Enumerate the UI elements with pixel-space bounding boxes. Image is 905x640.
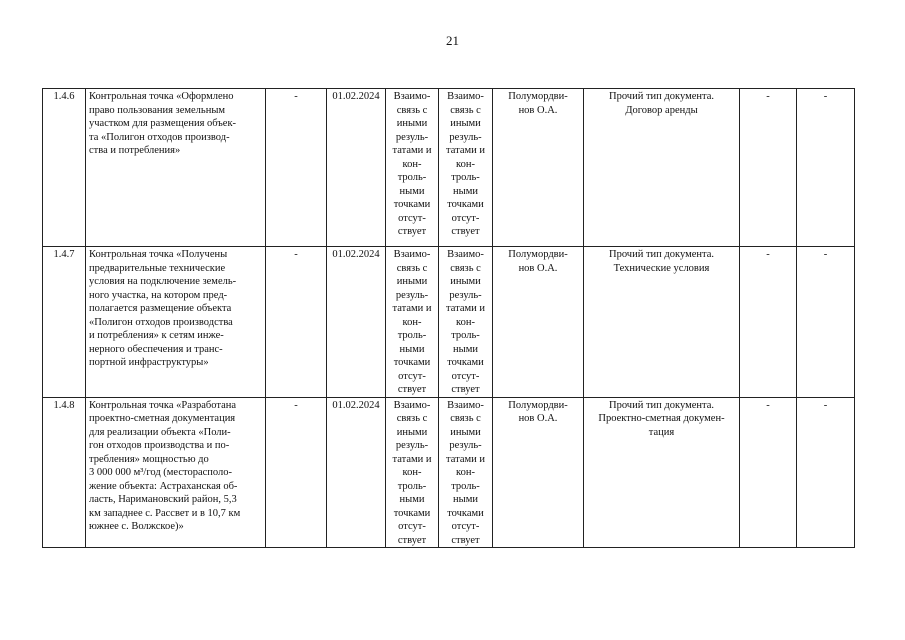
cell-line: связь с	[396, 413, 428, 424]
dash-cell: -	[797, 89, 855, 247]
cell-line: Договор аренды	[625, 104, 698, 116]
cell-line: точками	[393, 199, 431, 210]
cell-line: резуль-	[395, 289, 429, 301]
description-cell	[86, 247, 266, 398]
cell-line: ными	[453, 494, 478, 505]
item-number-cell: 1.4.6	[43, 89, 86, 247]
cell-line: Взаимо-	[447, 249, 484, 260]
cell-line: отсут-	[451, 212, 480, 224]
date-cell: 01.02.2024	[327, 397, 386, 548]
cell-line: троль-	[397, 330, 427, 341]
cell-line: татами и	[392, 145, 432, 156]
cell-line: право пользования земельным	[89, 104, 226, 116]
cell-line: для реализации объекта «Поли-	[89, 426, 231, 438]
cell-line: Взаимо-	[393, 91, 431, 102]
cell-line: Взаимо-	[447, 399, 484, 411]
cell-line: нерного обеспечения и транс-	[89, 343, 223, 355]
dash-cell: -	[797, 247, 855, 398]
cell-line: точками	[447, 357, 484, 368]
relation-cell	[439, 89, 493, 247]
item-number-cell: 1.4.7	[43, 247, 86, 398]
cell-line: гон отходов производства и по-	[89, 440, 230, 451]
cell-line: кон-	[456, 316, 475, 328]
responsible-cell	[493, 397, 584, 548]
cell-line: нов О.А.	[518, 413, 558, 424]
relation-cell	[386, 247, 439, 398]
cell-line: резуль-	[449, 289, 482, 301]
cell-line: предварительные технические	[89, 262, 226, 274]
document-type-cell	[584, 247, 740, 398]
cell-line: 3 000 000 м³/год (месторасполо-	[89, 467, 233, 478]
cell-line: нов О.А.	[518, 104, 558, 116]
dash-cell: -	[740, 397, 797, 548]
document-type-cell	[584, 397, 740, 548]
cell-line: км западнее с. Рассвет и в 10,7 км	[89, 507, 241, 519]
cell-line: Полумордви-	[508, 399, 568, 411]
cell-line: кон-	[456, 467, 475, 478]
cell-line: Взаимо-	[393, 399, 431, 411]
dash-cell: -	[266, 247, 327, 398]
cell-line: связь с	[396, 104, 428, 116]
cell-line: Полумордви-	[508, 91, 568, 102]
cell-line: связь с	[450, 104, 481, 116]
cell-line: ными	[453, 185, 478, 197]
cell-line: точками	[393, 507, 431, 519]
date-cell: 01.02.2024	[327, 89, 386, 247]
dash-cell: -	[266, 89, 327, 247]
cell-line: ными	[399, 494, 425, 505]
cell-line: ствует	[451, 226, 480, 237]
cell-line: точками	[393, 357, 431, 368]
cell-line: отсут-	[398, 212, 426, 224]
cell-line: отсут-	[398, 521, 426, 532]
cell-line: нов О.А.	[518, 262, 558, 274]
cell-line: ства и потребления»	[89, 145, 181, 156]
cell-line: участком для размещения объек-	[89, 118, 237, 129]
dash-cell: -	[740, 89, 797, 247]
cell-line: ного участка, на котором пред-	[89, 289, 228, 301]
table-row	[43, 247, 855, 398]
cell-line: ствует	[451, 384, 480, 395]
cell-line: ными	[453, 343, 478, 355]
cell-line: южнее с. Волжское)»	[89, 521, 184, 532]
cell-line: отсут-	[451, 370, 480, 382]
cell-line: кон-	[402, 158, 422, 170]
cell-line: проектно-сметная документация	[89, 413, 236, 424]
cell-line: татами и	[392, 303, 432, 314]
cell-line: Взаимо-	[393, 249, 431, 260]
cell-line: отсут-	[451, 521, 480, 532]
cell-line: ными	[399, 343, 425, 355]
cell-line: троль-	[397, 172, 427, 183]
control-points-table	[42, 88, 855, 548]
cell-line: иными	[450, 276, 481, 287]
table-row	[43, 397, 855, 548]
cell-line: троль-	[451, 172, 480, 183]
document-type-cell	[584, 89, 740, 247]
cell-line: татами и	[446, 145, 485, 156]
item-number-cell: 1.4.8	[43, 397, 86, 548]
cell-line: Взаимо-	[447, 91, 484, 102]
cell-line: резуль-	[395, 440, 429, 451]
cell-line: связь с	[450, 262, 481, 274]
cell-line: ствует	[451, 534, 480, 546]
cell-line: татами и	[446, 453, 485, 465]
cell-line: полагается размещение объекта	[89, 303, 232, 314]
cell-line: резуль-	[449, 131, 482, 143]
cell-line: жение объекта: Астраханская об-	[89, 480, 238, 492]
cell-line: ными	[399, 185, 425, 197]
cell-line: троль-	[451, 480, 480, 492]
cell-line: троль-	[451, 330, 480, 341]
cell-line: иными	[450, 118, 481, 129]
cell-line: иными	[450, 426, 481, 438]
responsible-cell	[493, 89, 584, 247]
cell-line: связь с	[396, 262, 428, 274]
relation-cell	[386, 397, 439, 548]
dash-cell: -	[740, 247, 797, 398]
cell-line: требления» мощностью до	[89, 453, 209, 465]
cell-line: точками	[447, 199, 484, 210]
cell-line: отсут-	[398, 370, 426, 382]
cell-line: точками	[447, 507, 484, 519]
description-cell	[86, 397, 266, 548]
cell-line: Прочий тип документа.	[609, 249, 714, 260]
cell-line: Контрольная точка «Оформлено	[89, 91, 234, 102]
responsible-cell	[493, 247, 584, 398]
cell-line: ласть, Наримановский район, 5,3	[89, 494, 237, 505]
date-cell: 01.02.2024	[327, 247, 386, 398]
relation-cell	[386, 89, 439, 247]
cell-line: Контрольная точка «Получены	[89, 249, 228, 260]
cell-line: иными	[396, 426, 428, 438]
table-row	[43, 89, 855, 247]
cell-line: резуль-	[395, 131, 429, 143]
cell-line: иными	[396, 276, 428, 287]
cell-line: портной инфраструктуры»	[89, 357, 209, 368]
cell-line: Прочий тип документа.	[609, 399, 714, 411]
cell-line: ствует	[397, 226, 427, 237]
cell-line: татами и	[392, 453, 432, 465]
cell-line: иными	[396, 118, 428, 129]
cell-line: тация	[648, 426, 675, 438]
cell-line: Технические условия	[613, 262, 710, 274]
description-cell	[86, 89, 266, 247]
cell-line: троль-	[397, 480, 427, 492]
cell-line: условия на подключение земель-	[89, 276, 237, 287]
cell-line: та «Полигон отходов производ-	[89, 131, 230, 143]
cell-line: Проектно-сметная докумен-	[598, 413, 725, 424]
cell-line: кон-	[402, 467, 422, 478]
cell-line: ствует	[397, 534, 427, 546]
cell-line: резуль-	[449, 440, 482, 451]
cell-line: татами и	[446, 303, 485, 314]
cell-line: Прочий тип документа.	[609, 91, 714, 102]
cell-line: связь с	[450, 413, 481, 424]
cell-line: «Полигон отходов производства	[89, 316, 233, 328]
relation-cell	[439, 247, 493, 398]
relation-cell	[439, 397, 493, 548]
dash-cell: -	[797, 397, 855, 548]
cell-line: ствует	[397, 384, 427, 395]
page-number: 21	[446, 33, 459, 48]
cell-line: кон-	[402, 316, 422, 328]
dash-cell: -	[266, 397, 327, 548]
cell-line: кон-	[456, 158, 475, 170]
cell-line: Полумордви-	[508, 249, 568, 260]
cell-line: и потребления» к сетям инже-	[89, 330, 224, 341]
cell-line: Контрольная точка «Разработана	[89, 399, 237, 411]
